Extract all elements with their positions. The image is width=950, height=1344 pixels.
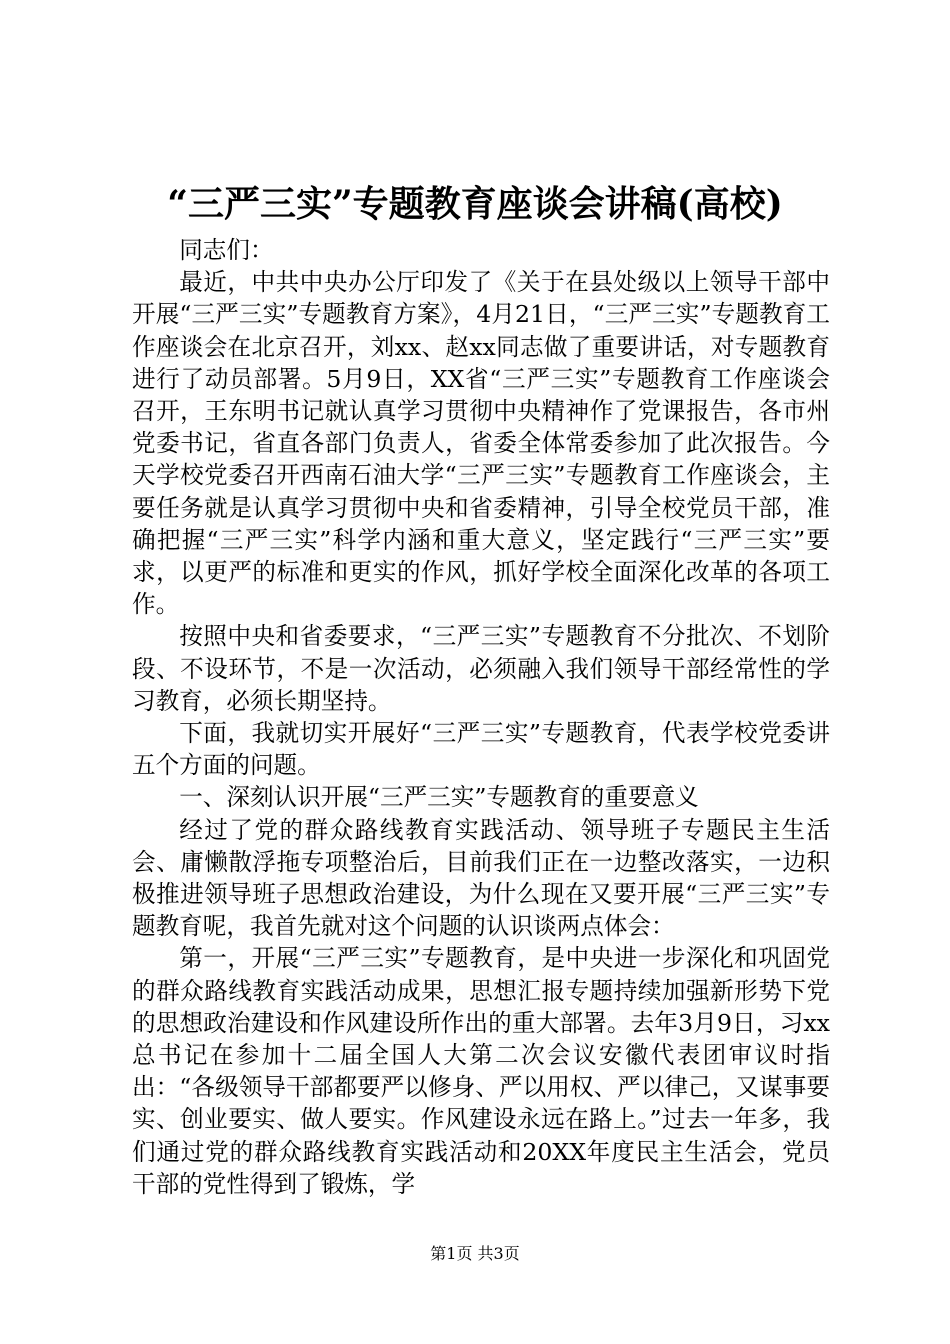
body-paragraph: 第一，开展“三严三实”专题教育，是中央进一步深化和巩固党的群众路线教育实践活动成果，思想汇报专题持续加强新形势下党的思想政治建设和作风建设所作出的重大部署。去年3月9日，习xx总书记在参加十二届全国人大第二次会议安徽代表团审议时指出：“各级领导干部都要严以修身、严以用权、严以律己，又谋事要实、创业要实、做人要实。作风建设永远在路上。”过去一年多，我们通过党的群众路线教育实践活动和20XX年度民主生活会，党员干部的党性得到了锻炼，学 [132, 944, 830, 1198]
body-paragraph: 经过了党的群众路线教育实践活动、领导班子专题民主生活会、庸懒散浮拖专项整治后，目前我们正在一边整改落实，一边积极推进领导班子思想政治建设，为什么现在又要开展“三严三实”专题教育呢，我首先就对这个问题的认识谈两点体会： [132, 815, 830, 941]
document-title: “三严三实”专题教育座谈会讲稿(高校) [167, 183, 783, 225]
body-paragraph: 最近，中共中央办公厅印发了《关于在县处级以上领导干部中开展“三严三实”专题教育方案》，4月21日，“三严三实”专题教育工作座谈会在北京召开，刘xx、赵xx同志做了重要讲话，对专题教育进行了动员部署。5月9日，XX省“三严三实”专题教育工作座谈会召开，王东明书记就认真学习贯彻中央精神作了党课报告，各市州党委书记，省直各部门负责人，省委全体常委参加了此次报告。今天学校党委召开西南石油大学“三严三实”专题教育工作座谈会，主要任务就是认真学习贯彻中央和省委精神，引导全校党员干部，准确把握“三严三实”科学内涵和重大意义，坚定践行“三严三实”要求，以更严的标准和更实的作风，抓好学校全面深化改革的各项工作。 [132, 268, 830, 619]
body-paragraph: 按照中央和省委要求，“三严三实”专题教育不分批次、不划阶段、不设环节，不是一次活动，必须融入我们领导干部经常性的学习教育，必须长期坚持。 [132, 622, 830, 715]
salutation-paragraph: 同志们： [179, 236, 274, 264]
section-heading: 一、深刻认识开展“三严三实”专题教育的重要意义 [179, 783, 699, 812]
body-paragraph: 下面，我就切实开展好“三严三实”专题教育，代表学校党委讲五个方面的问题。 [132, 719, 830, 780]
document-body [132, 234, 830, 1200]
page-footer: 第1页 共3页 [430, 1244, 520, 1263]
